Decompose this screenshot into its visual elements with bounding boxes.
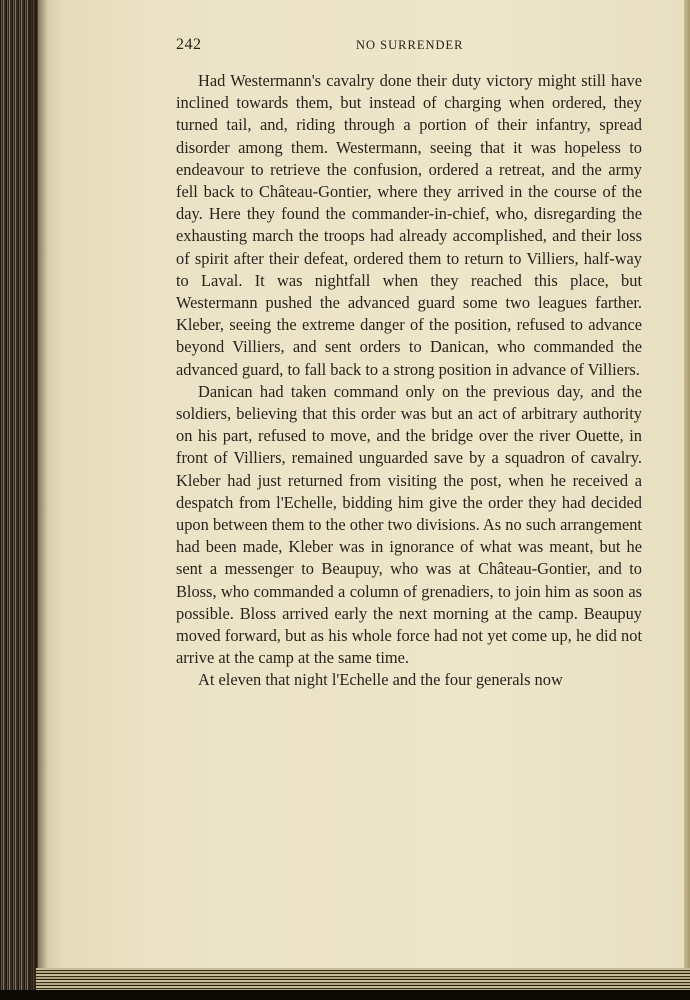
page-header — [176, 36, 642, 56]
scan-bottom-border — [0, 990, 690, 1000]
paragraph: At eleven that night l'Echelle and the four generals now — [198, 670, 563, 690]
paragraph: Danican had taken command only on the previous day, and the soldiers, believing that this order was but an act of arbitrary authority on his part, refused to move, and the bridge over the river Ouette, in front of Villiers, remained unguarded save by a squadron of cavalry. Kleber had just returned from visiting the post, when he received a despatch from l'Echelle, bidding him give the order they had decided upon between them to the other two divisions. As no such arrangement had been made, Kleber was in ignorance of what was meant, but he sent a messenger to Beaupuy, who was at Château-Gontier, and to Bloss, who commanded a column of grenadiers, to join him as soon as possible. Bloss arrived early the next morning at the camp. Beaupuy moved forward, but as his whole force had not yet come up, he did not arrive at the camp at the same time. — [176, 381, 642, 668]
paragraph: Had Westermann's cavalry done their duty victory might still have inclined towards them, but instead of charging when ordered, they turned tail, and, riding through a portion of their infantry, spread disorder among them. Westermann, seeing that it was hopeless to endeavour to retrieve the confusion, ordered a retreat, and the army fell back to Château-Gontier, where they arrived in the course of the day. Here they found the commander-in-chief, who, disregarding the exhausting march the troops had already accomplished, and their loss of spirit after their defeat, ordered them to return to Villiers, half-way to Laval. It was nightfall when they reached this place, but Westermann pushed the advanced guard some two leagues farther. Kleber, seeing the extreme danger of the position, refused to advance beyond Villiers, and sent orders to Danican, who commanded the advanced guard, to fall back to a strong position in advance of Villiers. — [176, 71, 642, 379]
page-right-edge — [684, 0, 690, 968]
body-text — [176, 70, 642, 692]
page-number: 242 — [176, 36, 202, 53]
running-head: NO SURRENDER — [356, 38, 464, 52]
gutter-shadow — [28, 0, 48, 1000]
